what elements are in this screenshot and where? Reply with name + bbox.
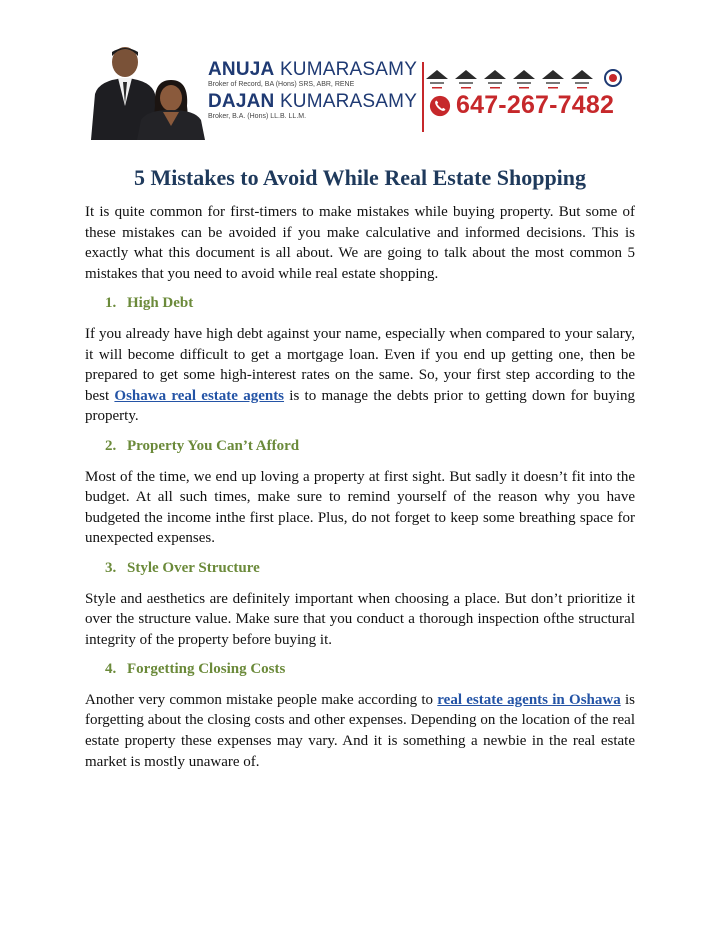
diamond-award-icon: [454, 67, 478, 93]
agent-credentials-2: Broker, B.A. (Hons) LL.B. LL.M.: [208, 113, 307, 120]
master-sales-award-icon: [570, 67, 594, 93]
section-heading-3: 3. Style Over Structure: [105, 559, 260, 576]
phone-block: [429, 91, 614, 120]
banner-divider: [422, 62, 424, 132]
badge-award-icon: [601, 67, 625, 93]
section-heading-4: 4. Forgetting Closing Costs: [105, 661, 286, 678]
pinnacle-award-icon: [425, 67, 449, 93]
agent-name-1: ANUJA KUMARASAMY: [208, 59, 418, 80]
section-paragraph-3: Style and aesthetics are definitely important when choosing a place. But don’t prioritize it over the structure value. Make sure that you conduct a thorough inspection ofthe structural integrity of the property before buying it.: [85, 590, 635, 648]
oshawa-agents-link[interactable]: Oshawa real estate agents: [114, 387, 285, 404]
award-logos: [425, 67, 630, 93]
platinum-award-icon: [541, 67, 565, 93]
section-paragraph-2: Most of the time, we end up loving a property at first sight. But sadly it doesn’t fit into the budget. At all such times, make sure to remind yourself of the reason why you have budgeted the income inthe first place. Plus, do not forget to keep some breathing space for unexpected expenses.: [85, 468, 635, 547]
agent-banner: [85, 40, 640, 140]
section-heading-1: 1. High Debt: [105, 295, 194, 312]
agent-credentials-1: Broker of Record, BA (Hons) SRS, ABR, RENE: [208, 81, 355, 88]
agent-names: [208, 60, 423, 121]
section-paragraph-1: If you already have high debt against your name, especially when compared to your salary, it will become difficult to get a mortgage loan. Even if you end up getting one, then be prepared to get some high-interest rates on the same. So, your first step according to the best Oshawa real estate agents is to manage the debts prior to getting down for buying property.: [85, 325, 636, 425]
section-paragraph-4: Another very common mistake people make according to real estate agents in Oshawa is forgetting about the closing costs and other expenses. Depending on the location of the real estate property these expenses may vary. And it is something a newbie in the real estate market is mostly unaware of.: [85, 691, 635, 770]
intro-paragraph: It is quite common for first-timers to make mistakes while buying property. But some of these mistakes can be avoided if you make calculative and informed decisions. This is exactly what this document is all about. We are going to talk about the most common 5 mistakes that you need to avoid while real estate shopping.: [85, 204, 635, 282]
chairmans-award-icon: [512, 67, 536, 93]
phone-number: 647-267-7482: [456, 91, 615, 119]
phone-icon: [429, 95, 451, 117]
section-heading-2: 2. Property You Can’t Afford: [105, 437, 300, 454]
titan-award-icon: [483, 67, 507, 93]
agents-in-oshawa-link[interactable]: real estate agents in Oshawa: [437, 691, 621, 708]
document-title: 5 Mistakes to Avoid While Real Estate Shopping: [133, 165, 587, 190]
document-body: [85, 160, 635, 772]
agent-name-2: DAJAN KUMARASAMY: [208, 91, 418, 112]
agent-photo-woman: [133, 76, 209, 140]
